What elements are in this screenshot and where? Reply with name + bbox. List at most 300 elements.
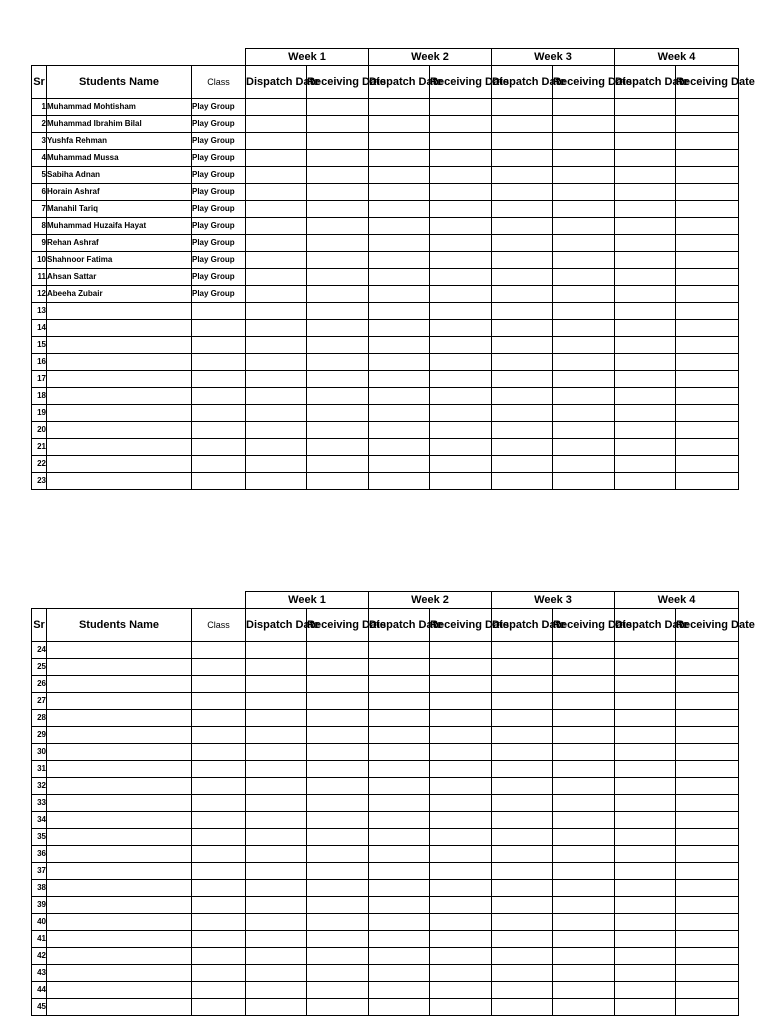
- receiving-date-cell[interactable]: [307, 880, 369, 897]
- dispatch-date-cell[interactable]: [246, 659, 307, 676]
- receiving-date-cell[interactable]: [307, 897, 369, 914]
- dispatch-date-cell[interactable]: [246, 931, 307, 948]
- receiving-date-cell[interactable]: [307, 642, 369, 659]
- dispatch-date-cell[interactable]: [246, 778, 307, 795]
- receiving-date-cell[interactable]: [676, 269, 739, 286]
- receiving-date-cell[interactable]: [676, 320, 739, 337]
- receiving-date-cell[interactable]: [430, 863, 492, 880]
- dispatch-date-cell[interactable]: [246, 337, 307, 354]
- dispatch-date-cell[interactable]: [492, 727, 553, 744]
- dispatch-date-cell[interactable]: [246, 999, 307, 1016]
- receiving-date-cell[interactable]: [553, 914, 615, 931]
- dispatch-date-cell[interactable]: [615, 948, 676, 965]
- dispatch-date-cell[interactable]: [615, 642, 676, 659]
- dispatch-date-cell[interactable]: [492, 218, 553, 235]
- receiving-date-cell[interactable]: [307, 948, 369, 965]
- receiving-date-cell[interactable]: [676, 252, 739, 269]
- dispatch-date-cell[interactable]: [246, 982, 307, 999]
- dispatch-date-cell[interactable]: [615, 167, 676, 184]
- receiving-date-cell[interactable]: [430, 676, 492, 693]
- dispatch-date-cell[interactable]: [615, 269, 676, 286]
- receiving-date-cell[interactable]: [307, 846, 369, 863]
- receiving-date-cell[interactable]: [676, 914, 739, 931]
- receiving-date-cell[interactable]: [676, 999, 739, 1016]
- dispatch-date-cell[interactable]: [615, 473, 676, 490]
- dispatch-date-cell[interactable]: [369, 795, 430, 812]
- receiving-date-cell[interactable]: [553, 99, 615, 116]
- dispatch-date-cell[interactable]: [492, 931, 553, 948]
- dispatch-date-cell[interactable]: [246, 388, 307, 405]
- dispatch-date-cell[interactable]: [492, 761, 553, 778]
- receiving-date-cell[interactable]: [553, 642, 615, 659]
- receiving-date-cell[interactable]: [676, 744, 739, 761]
- dispatch-date-cell[interactable]: [369, 320, 430, 337]
- dispatch-date-cell[interactable]: [492, 150, 553, 167]
- receiving-date-cell[interactable]: [676, 422, 739, 439]
- receiving-date-cell[interactable]: [430, 829, 492, 846]
- receiving-date-cell[interactable]: [430, 354, 492, 371]
- receiving-date-cell[interactable]: [676, 235, 739, 252]
- receiving-date-cell[interactable]: [676, 897, 739, 914]
- receiving-date-cell[interactable]: [430, 320, 492, 337]
- dispatch-date-cell[interactable]: [369, 863, 430, 880]
- receiving-date-cell[interactable]: [553, 218, 615, 235]
- receiving-date-cell[interactable]: [430, 150, 492, 167]
- receiving-date-cell[interactable]: [676, 218, 739, 235]
- dispatch-date-cell[interactable]: [246, 269, 307, 286]
- receiving-date-cell[interactable]: [553, 456, 615, 473]
- dispatch-date-cell[interactable]: [615, 897, 676, 914]
- receiving-date-cell[interactable]: [553, 846, 615, 863]
- receiving-date-cell[interactable]: [307, 982, 369, 999]
- receiving-date-cell[interactable]: [307, 829, 369, 846]
- dispatch-date-cell[interactable]: [246, 303, 307, 320]
- dispatch-date-cell[interactable]: [246, 744, 307, 761]
- dispatch-date-cell[interactable]: [246, 235, 307, 252]
- receiving-date-cell[interactable]: [307, 167, 369, 184]
- dispatch-date-cell[interactable]: [492, 710, 553, 727]
- dispatch-date-cell[interactable]: [615, 218, 676, 235]
- receiving-date-cell[interactable]: [553, 269, 615, 286]
- receiving-date-cell[interactable]: [430, 642, 492, 659]
- receiving-date-cell[interactable]: [676, 456, 739, 473]
- receiving-date-cell[interactable]: [430, 184, 492, 201]
- dispatch-date-cell[interactable]: [492, 354, 553, 371]
- dispatch-date-cell[interactable]: [615, 201, 676, 218]
- dispatch-date-cell[interactable]: [492, 184, 553, 201]
- dispatch-date-cell[interactable]: [369, 116, 430, 133]
- dispatch-date-cell[interactable]: [492, 167, 553, 184]
- dispatch-date-cell[interactable]: [246, 897, 307, 914]
- dispatch-date-cell[interactable]: [492, 999, 553, 1016]
- dispatch-date-cell[interactable]: [615, 354, 676, 371]
- receiving-date-cell[interactable]: [676, 116, 739, 133]
- dispatch-date-cell[interactable]: [369, 659, 430, 676]
- dispatch-date-cell[interactable]: [615, 846, 676, 863]
- dispatch-date-cell[interactable]: [615, 337, 676, 354]
- dispatch-date-cell[interactable]: [369, 133, 430, 150]
- receiving-date-cell[interactable]: [553, 812, 615, 829]
- dispatch-date-cell[interactable]: [246, 150, 307, 167]
- receiving-date-cell[interactable]: [307, 676, 369, 693]
- receiving-date-cell[interactable]: [553, 999, 615, 1016]
- dispatch-date-cell[interactable]: [369, 252, 430, 269]
- receiving-date-cell[interactable]: [430, 982, 492, 999]
- receiving-date-cell[interactable]: [553, 371, 615, 388]
- receiving-date-cell[interactable]: [430, 422, 492, 439]
- dispatch-date-cell[interactable]: [492, 846, 553, 863]
- receiving-date-cell[interactable]: [676, 167, 739, 184]
- receiving-date-cell[interactable]: [676, 676, 739, 693]
- receiving-date-cell[interactable]: [307, 354, 369, 371]
- receiving-date-cell[interactable]: [430, 659, 492, 676]
- receiving-date-cell[interactable]: [553, 880, 615, 897]
- receiving-date-cell[interactable]: [553, 422, 615, 439]
- receiving-date-cell[interactable]: [430, 897, 492, 914]
- dispatch-date-cell[interactable]: [369, 999, 430, 1016]
- dispatch-date-cell[interactable]: [615, 829, 676, 846]
- receiving-date-cell[interactable]: [553, 693, 615, 710]
- receiving-date-cell[interactable]: [676, 982, 739, 999]
- dispatch-date-cell[interactable]: [492, 235, 553, 252]
- receiving-date-cell[interactable]: [553, 405, 615, 422]
- receiving-date-cell[interactable]: [307, 201, 369, 218]
- receiving-date-cell[interactable]: [676, 880, 739, 897]
- receiving-date-cell[interactable]: [430, 778, 492, 795]
- dispatch-date-cell[interactable]: [246, 184, 307, 201]
- receiving-date-cell[interactable]: [307, 931, 369, 948]
- receiving-date-cell[interactable]: [553, 184, 615, 201]
- dispatch-date-cell[interactable]: [615, 235, 676, 252]
- receiving-date-cell[interactable]: [430, 337, 492, 354]
- receiving-date-cell[interactable]: [307, 422, 369, 439]
- dispatch-date-cell[interactable]: [369, 761, 430, 778]
- receiving-date-cell[interactable]: [307, 456, 369, 473]
- dispatch-date-cell[interactable]: [492, 405, 553, 422]
- dispatch-date-cell[interactable]: [369, 846, 430, 863]
- dispatch-date-cell[interactable]: [369, 405, 430, 422]
- dispatch-date-cell[interactable]: [615, 150, 676, 167]
- receiving-date-cell[interactable]: [553, 761, 615, 778]
- dispatch-date-cell[interactable]: [246, 116, 307, 133]
- dispatch-date-cell[interactable]: [246, 863, 307, 880]
- dispatch-date-cell[interactable]: [615, 388, 676, 405]
- receiving-date-cell[interactable]: [676, 99, 739, 116]
- dispatch-date-cell[interactable]: [369, 456, 430, 473]
- dispatch-date-cell[interactable]: [369, 710, 430, 727]
- receiving-date-cell[interactable]: [676, 184, 739, 201]
- dispatch-date-cell[interactable]: [369, 642, 430, 659]
- receiving-date-cell[interactable]: [676, 659, 739, 676]
- dispatch-date-cell[interactable]: [492, 897, 553, 914]
- receiving-date-cell[interactable]: [307, 218, 369, 235]
- dispatch-date-cell[interactable]: [369, 371, 430, 388]
- dispatch-date-cell[interactable]: [246, 880, 307, 897]
- receiving-date-cell[interactable]: [307, 795, 369, 812]
- dispatch-date-cell[interactable]: [615, 727, 676, 744]
- dispatch-date-cell[interactable]: [492, 965, 553, 982]
- dispatch-date-cell[interactable]: [615, 116, 676, 133]
- dispatch-date-cell[interactable]: [246, 948, 307, 965]
- dispatch-date-cell[interactable]: [369, 286, 430, 303]
- dispatch-date-cell[interactable]: [369, 931, 430, 948]
- receiving-date-cell[interactable]: [430, 218, 492, 235]
- receiving-date-cell[interactable]: [553, 235, 615, 252]
- dispatch-date-cell[interactable]: [369, 218, 430, 235]
- dispatch-date-cell[interactable]: [246, 252, 307, 269]
- dispatch-date-cell[interactable]: [492, 659, 553, 676]
- dispatch-date-cell[interactable]: [492, 693, 553, 710]
- receiving-date-cell[interactable]: [553, 252, 615, 269]
- dispatch-date-cell[interactable]: [246, 218, 307, 235]
- receiving-date-cell[interactable]: [430, 948, 492, 965]
- receiving-date-cell[interactable]: [307, 473, 369, 490]
- dispatch-date-cell[interactable]: [615, 693, 676, 710]
- dispatch-date-cell[interactable]: [369, 914, 430, 931]
- receiving-date-cell[interactable]: [676, 795, 739, 812]
- dispatch-date-cell[interactable]: [615, 914, 676, 931]
- receiving-date-cell[interactable]: [676, 829, 739, 846]
- receiving-date-cell[interactable]: [307, 269, 369, 286]
- receiving-date-cell[interactable]: [430, 235, 492, 252]
- dispatch-date-cell[interactable]: [246, 676, 307, 693]
- receiving-date-cell[interactable]: [553, 710, 615, 727]
- dispatch-date-cell[interactable]: [615, 982, 676, 999]
- receiving-date-cell[interactable]: [553, 167, 615, 184]
- receiving-date-cell[interactable]: [430, 371, 492, 388]
- receiving-date-cell[interactable]: [307, 405, 369, 422]
- dispatch-date-cell[interactable]: [246, 320, 307, 337]
- receiving-date-cell[interactable]: [430, 693, 492, 710]
- dispatch-date-cell[interactable]: [246, 642, 307, 659]
- receiving-date-cell[interactable]: [553, 439, 615, 456]
- dispatch-date-cell[interactable]: [369, 235, 430, 252]
- dispatch-date-cell[interactable]: [615, 99, 676, 116]
- dispatch-date-cell[interactable]: [369, 727, 430, 744]
- dispatch-date-cell[interactable]: [492, 914, 553, 931]
- receiving-date-cell[interactable]: [430, 405, 492, 422]
- dispatch-date-cell[interactable]: [246, 795, 307, 812]
- receiving-date-cell[interactable]: [307, 812, 369, 829]
- receiving-date-cell[interactable]: [430, 388, 492, 405]
- receiving-date-cell[interactable]: [553, 388, 615, 405]
- dispatch-date-cell[interactable]: [246, 133, 307, 150]
- dispatch-date-cell[interactable]: [492, 778, 553, 795]
- dispatch-date-cell[interactable]: [492, 880, 553, 897]
- receiving-date-cell[interactable]: [676, 286, 739, 303]
- dispatch-date-cell[interactable]: [492, 829, 553, 846]
- dispatch-date-cell[interactable]: [615, 422, 676, 439]
- receiving-date-cell[interactable]: [676, 303, 739, 320]
- dispatch-date-cell[interactable]: [369, 422, 430, 439]
- dispatch-date-cell[interactable]: [246, 167, 307, 184]
- receiving-date-cell[interactable]: [430, 931, 492, 948]
- receiving-date-cell[interactable]: [307, 150, 369, 167]
- dispatch-date-cell[interactable]: [615, 710, 676, 727]
- receiving-date-cell[interactable]: [430, 914, 492, 931]
- receiving-date-cell[interactable]: [307, 863, 369, 880]
- receiving-date-cell[interactable]: [676, 642, 739, 659]
- receiving-date-cell[interactable]: [553, 337, 615, 354]
- receiving-date-cell[interactable]: [430, 116, 492, 133]
- dispatch-date-cell[interactable]: [615, 778, 676, 795]
- receiving-date-cell[interactable]: [307, 252, 369, 269]
- receiving-date-cell[interactable]: [553, 727, 615, 744]
- dispatch-date-cell[interactable]: [615, 931, 676, 948]
- receiving-date-cell[interactable]: [676, 371, 739, 388]
- receiving-date-cell[interactable]: [307, 99, 369, 116]
- receiving-date-cell[interactable]: [430, 201, 492, 218]
- dispatch-date-cell[interactable]: [492, 320, 553, 337]
- dispatch-date-cell[interactable]: [492, 286, 553, 303]
- receiving-date-cell[interactable]: [553, 948, 615, 965]
- dispatch-date-cell[interactable]: [246, 812, 307, 829]
- dispatch-date-cell[interactable]: [615, 456, 676, 473]
- receiving-date-cell[interactable]: [676, 439, 739, 456]
- dispatch-date-cell[interactable]: [369, 303, 430, 320]
- receiving-date-cell[interactable]: [430, 965, 492, 982]
- receiving-date-cell[interactable]: [307, 710, 369, 727]
- receiving-date-cell[interactable]: [553, 863, 615, 880]
- dispatch-date-cell[interactable]: [246, 965, 307, 982]
- dispatch-date-cell[interactable]: [369, 693, 430, 710]
- dispatch-date-cell[interactable]: [492, 337, 553, 354]
- receiving-date-cell[interactable]: [307, 727, 369, 744]
- receiving-date-cell[interactable]: [430, 439, 492, 456]
- dispatch-date-cell[interactable]: [492, 422, 553, 439]
- dispatch-date-cell[interactable]: [369, 948, 430, 965]
- dispatch-date-cell[interactable]: [492, 252, 553, 269]
- dispatch-date-cell[interactable]: [246, 405, 307, 422]
- dispatch-date-cell[interactable]: [246, 727, 307, 744]
- receiving-date-cell[interactable]: [676, 405, 739, 422]
- dispatch-date-cell[interactable]: [369, 439, 430, 456]
- receiving-date-cell[interactable]: [430, 812, 492, 829]
- dispatch-date-cell[interactable]: [492, 744, 553, 761]
- receiving-date-cell[interactable]: [676, 965, 739, 982]
- receiving-date-cell[interactable]: [553, 965, 615, 982]
- receiving-date-cell[interactable]: [430, 269, 492, 286]
- dispatch-date-cell[interactable]: [615, 965, 676, 982]
- dispatch-date-cell[interactable]: [492, 473, 553, 490]
- receiving-date-cell[interactable]: [676, 133, 739, 150]
- receiving-date-cell[interactable]: [307, 999, 369, 1016]
- receiving-date-cell[interactable]: [307, 388, 369, 405]
- receiving-date-cell[interactable]: [553, 150, 615, 167]
- dispatch-date-cell[interactable]: [492, 795, 553, 812]
- dispatch-date-cell[interactable]: [615, 744, 676, 761]
- dispatch-date-cell[interactable]: [246, 456, 307, 473]
- receiving-date-cell[interactable]: [553, 286, 615, 303]
- dispatch-date-cell[interactable]: [615, 795, 676, 812]
- dispatch-date-cell[interactable]: [615, 863, 676, 880]
- dispatch-date-cell[interactable]: [246, 846, 307, 863]
- receiving-date-cell[interactable]: [307, 133, 369, 150]
- receiving-date-cell[interactable]: [430, 99, 492, 116]
- dispatch-date-cell[interactable]: [492, 982, 553, 999]
- dispatch-date-cell[interactable]: [492, 439, 553, 456]
- receiving-date-cell[interactable]: [553, 676, 615, 693]
- receiving-date-cell[interactable]: [553, 320, 615, 337]
- receiving-date-cell[interactable]: [676, 388, 739, 405]
- dispatch-date-cell[interactable]: [369, 982, 430, 999]
- dispatch-date-cell[interactable]: [246, 761, 307, 778]
- receiving-date-cell[interactable]: [676, 863, 739, 880]
- dispatch-date-cell[interactable]: [492, 863, 553, 880]
- receiving-date-cell[interactable]: [676, 710, 739, 727]
- dispatch-date-cell[interactable]: [369, 99, 430, 116]
- receiving-date-cell[interactable]: [676, 150, 739, 167]
- dispatch-date-cell[interactable]: [369, 965, 430, 982]
- receiving-date-cell[interactable]: [553, 354, 615, 371]
- dispatch-date-cell[interactable]: [369, 473, 430, 490]
- receiving-date-cell[interactable]: [307, 184, 369, 201]
- dispatch-date-cell[interactable]: [615, 676, 676, 693]
- dispatch-date-cell[interactable]: [615, 439, 676, 456]
- receiving-date-cell[interactable]: [430, 727, 492, 744]
- receiving-date-cell[interactable]: [553, 795, 615, 812]
- dispatch-date-cell[interactable]: [492, 133, 553, 150]
- dispatch-date-cell[interactable]: [492, 676, 553, 693]
- receiving-date-cell[interactable]: [553, 201, 615, 218]
- receiving-date-cell[interactable]: [307, 286, 369, 303]
- receiving-date-cell[interactable]: [553, 829, 615, 846]
- dispatch-date-cell[interactable]: [369, 778, 430, 795]
- receiving-date-cell[interactable]: [553, 659, 615, 676]
- receiving-date-cell[interactable]: [676, 473, 739, 490]
- dispatch-date-cell[interactable]: [369, 184, 430, 201]
- receiving-date-cell[interactable]: [307, 235, 369, 252]
- dispatch-date-cell[interactable]: [369, 897, 430, 914]
- dispatch-date-cell[interactable]: [369, 812, 430, 829]
- dispatch-date-cell[interactable]: [369, 388, 430, 405]
- dispatch-date-cell[interactable]: [369, 269, 430, 286]
- receiving-date-cell[interactable]: [307, 337, 369, 354]
- dispatch-date-cell[interactable]: [246, 710, 307, 727]
- dispatch-date-cell[interactable]: [492, 948, 553, 965]
- receiving-date-cell[interactable]: [307, 116, 369, 133]
- dispatch-date-cell[interactable]: [246, 439, 307, 456]
- dispatch-date-cell[interactable]: [615, 286, 676, 303]
- receiving-date-cell[interactable]: [430, 252, 492, 269]
- dispatch-date-cell[interactable]: [246, 354, 307, 371]
- receiving-date-cell[interactable]: [307, 303, 369, 320]
- receiving-date-cell[interactable]: [553, 897, 615, 914]
- receiving-date-cell[interactable]: [676, 761, 739, 778]
- dispatch-date-cell[interactable]: [492, 116, 553, 133]
- receiving-date-cell[interactable]: [553, 116, 615, 133]
- receiving-date-cell[interactable]: [676, 727, 739, 744]
- receiving-date-cell[interactable]: [307, 914, 369, 931]
- dispatch-date-cell[interactable]: [615, 184, 676, 201]
- dispatch-date-cell[interactable]: [246, 99, 307, 116]
- dispatch-date-cell[interactable]: [615, 303, 676, 320]
- receiving-date-cell[interactable]: [676, 337, 739, 354]
- receiving-date-cell[interactable]: [307, 659, 369, 676]
- receiving-date-cell[interactable]: [430, 846, 492, 863]
- dispatch-date-cell[interactable]: [492, 456, 553, 473]
- dispatch-date-cell[interactable]: [246, 201, 307, 218]
- dispatch-date-cell[interactable]: [615, 252, 676, 269]
- dispatch-date-cell[interactable]: [492, 388, 553, 405]
- dispatch-date-cell[interactable]: [369, 354, 430, 371]
- dispatch-date-cell[interactable]: [369, 201, 430, 218]
- dispatch-date-cell[interactable]: [615, 761, 676, 778]
- receiving-date-cell[interactable]: [307, 965, 369, 982]
- dispatch-date-cell[interactable]: [369, 337, 430, 354]
- dispatch-date-cell[interactable]: [369, 676, 430, 693]
- receiving-date-cell[interactable]: [307, 693, 369, 710]
